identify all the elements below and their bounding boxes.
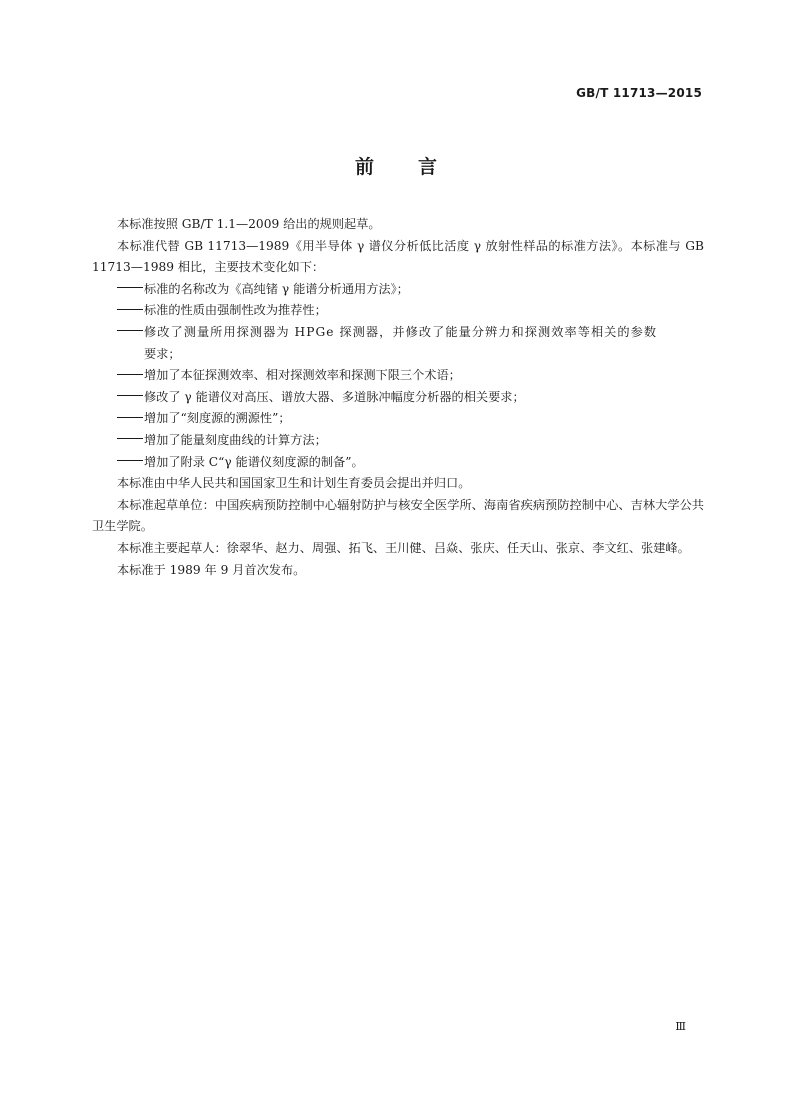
page-number: Ⅲ (675, 1020, 686, 1033)
dash-mark (117, 417, 143, 419)
dash-mark (117, 460, 143, 462)
dash-mark (117, 438, 143, 440)
list-item-text: 增加了本征探测效率、相对探测效率和探测下限三个术语； (144, 368, 461, 383)
paragraph-first-release: 本标准于 1989 年 9 月首次发布。 (117, 562, 306, 577)
document-body (92, 214, 704, 581)
list-item (92, 279, 704, 301)
list-item (92, 300, 704, 322)
list-item-text: 修改了测量所用探测器为 HPGe 探测器，并修改了能量分辨力和探测效率等相关的参数 (144, 324, 658, 339)
list-item-text: 增加了“刻度源的溯源性”； (144, 411, 291, 426)
dash-mark (117, 330, 143, 332)
paragraph-drafting-rules: 本标准按照 GB/T 1.1—2009 给出的规则起草。 (117, 217, 381, 231)
list-item-text: 标准的性质由强制性改为推荐性； (144, 303, 327, 318)
paragraph-replacement: 本标准代替 GB 11713—1989《用半导体 γ 谱仪分析低比活度 γ 放射性样品的标准方法》。本标准与 GB 11713—1989 相比，主要技术变化如下： (92, 238, 704, 275)
list-item (92, 452, 704, 474)
paragraph-drafters: 本标准主要起草人：徐翠华、赵力、周强、拓飞、王川健、吕焱、张庆、任天山、张京、李文红、张建峰。 (117, 540, 690, 555)
list-item (92, 387, 704, 409)
list-item-continuation: 要求； (144, 346, 181, 361)
list-item-text: 增加了能量刻度曲线的计算方法； (144, 432, 327, 447)
page-title: 前言 (354, 156, 481, 178)
paragraph-proposer: 本标准由中华人民共和国国家卫生和计划生育委员会提出并归口。 (117, 476, 471, 491)
dash-mark (117, 309, 143, 311)
dash-mark (117, 287, 143, 289)
list-item-text: 修改了 γ 能谱仪对高压、谱放大器、多道脉冲幅度分析器的相关要求； (144, 389, 525, 404)
standard-code: GB/T 11713—2015 (576, 86, 702, 100)
list-item (92, 430, 704, 452)
list-item-text: 标准的名称改为《高纯锗 γ 能谱分析通用方法》； (144, 281, 409, 296)
dash-mark (117, 374, 143, 376)
list-item (92, 408, 704, 430)
paragraph-drafting-units: 本标准起草单位：中国疾病预防控制中心辐射防护与核安全医学所、海南省疾病预防控制中心、吉林大学公共卫生学院。 (92, 497, 704, 534)
list-item (92, 322, 704, 365)
list-item (92, 365, 704, 387)
dash-mark (117, 395, 143, 397)
list-item-text: 增加了附录 C“γ 能谱仪刻度源的制备”。 (144, 454, 364, 469)
changes-list (92, 279, 704, 473)
